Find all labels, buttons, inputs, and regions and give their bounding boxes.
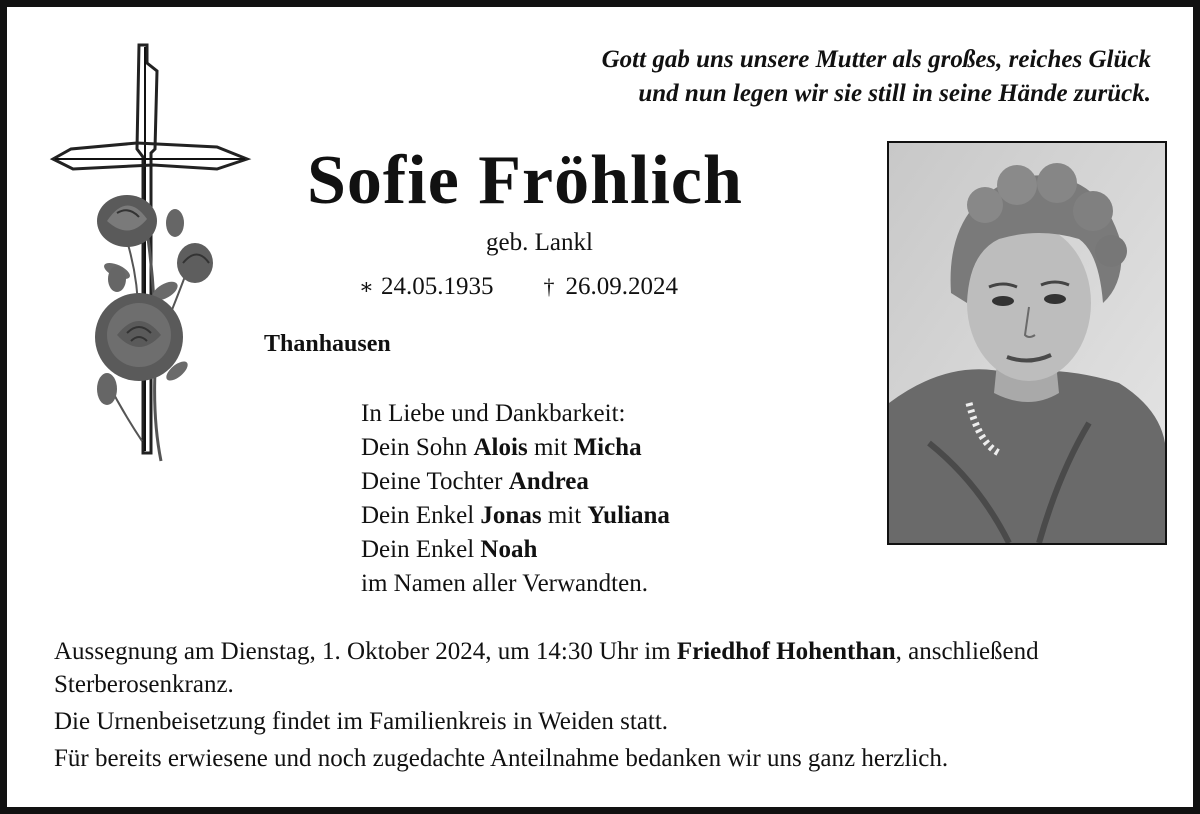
ceremony-notes (54, 635, 1164, 779)
death-date: 26.09.2024 (565, 273, 678, 300)
mourner-line (361, 431, 670, 465)
name-highlight: Micha (573, 434, 642, 461)
name-highlight: Noah (480, 536, 538, 563)
text-segment: , anschließend Sterberosenkranz. (54, 638, 1039, 698)
mourner-line (361, 465, 670, 499)
text-segment: Dein Sohn (361, 434, 474, 461)
text-segment: Dein Enkel (361, 536, 481, 563)
maiden-name: geb. Lankl (486, 229, 593, 256)
birth-symbol-icon: ∗ (359, 274, 374, 299)
cross-with-roses-icon (47, 41, 257, 471)
deceased-name: Sofie Fröhlich (307, 142, 743, 219)
mourners-intro: In Liebe und Dankbarkeit: (361, 400, 626, 427)
mourners-block (361, 397, 670, 601)
name-highlight: Yuliana (587, 502, 670, 529)
text-segment: Deine Tochter (361, 468, 509, 495)
death-symbol-icon: † (543, 274, 555, 299)
birth-date: 24.05.1935 (381, 273, 494, 300)
name-highlight: Jonas (480, 502, 542, 529)
name-highlight: Andrea (508, 468, 589, 495)
text-segment: Dein Enkel (361, 502, 481, 529)
thanks-note: Für bereits erwiesene und noch zugedachte Anteilnahme bedanken wir uns ganz herzlich. (54, 745, 949, 772)
urn-burial-note: Die Urnenbeisetzung findet im Familienkreis in Weiden statt. (54, 708, 669, 735)
motto-line-1: Gott gab uns unsere Mutter als großes, reiches Glück (601, 46, 1151, 73)
name-highlight: Alois (473, 434, 528, 461)
portrait-photo (887, 141, 1167, 545)
mourner-line (361, 533, 670, 567)
text-segment: mit (527, 434, 574, 461)
mourner-line (361, 567, 670, 601)
motto (602, 43, 1151, 111)
text-segment: im Namen aller Verwandten. (361, 570, 648, 597)
life-dates (359, 273, 678, 301)
name-highlight: Friedhof Hohenthan (676, 638, 896, 665)
text-segment: Aussegnung am Dienstag, 1. Oktober 2024, um 14:30 Uhr im (54, 638, 677, 665)
town: Thanhausen (264, 331, 391, 357)
mourner-lines (361, 431, 670, 601)
mourner-line (361, 499, 670, 533)
text-segment: mit (541, 502, 588, 529)
funeral-announcement (54, 635, 1164, 701)
motto-line-2: und nun legen wir sie still in seine Hände zurück. (638, 80, 1151, 107)
